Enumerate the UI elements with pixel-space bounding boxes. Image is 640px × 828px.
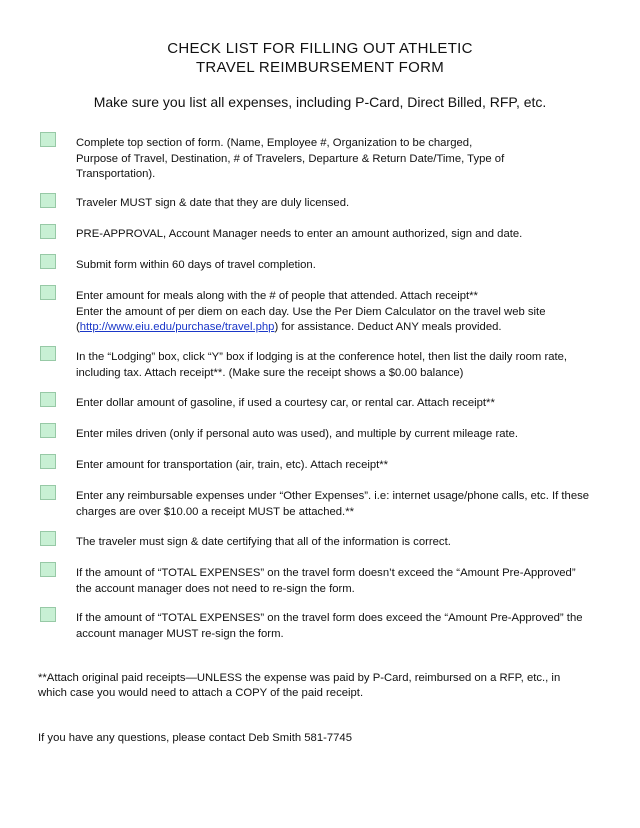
- checkbox-13[interactable]: [40, 607, 56, 622]
- checklist-item-9: [76, 458, 606, 474]
- checklist-item-10: [76, 489, 606, 520]
- document-title-line-2: TRAVEL REIMBURSEMENT FORM: [195, 59, 445, 76]
- checkbox-6[interactable]: [40, 346, 56, 361]
- checklist-item-11: [76, 535, 606, 551]
- checklist-item-5: [76, 289, 606, 336]
- item-line: Enter miles driven (only if personal auto was used), and multiple by current mileage rate.: [76, 428, 519, 440]
- checklist-item-2: [76, 196, 606, 212]
- receipt-note: [38, 671, 598, 701]
- item-line: Enter dollar amount of gasoline, if used a courtesy car, or rental car. Attach receipt**: [76, 397, 495, 409]
- document-title-line-1: CHECK LIST FOR FILLING OUT ATHLETIC: [167, 40, 473, 57]
- item-line: The traveler must sign & date certifying that all of the information is correct.: [76, 536, 451, 548]
- item-line: In the “Lodging” box, click “Y” box if lodging is at the conference hotel, then list the daily room rate,: [76, 351, 568, 363]
- document-subtitle: Make sure you list all expenses, including P-Card, Direct Billed, RFP, etc.: [93, 94, 547, 110]
- item-line: Enter amount for transportation (air, train, etc). Attach receipt**: [76, 459, 389, 471]
- item-line: the account manager does not need to re-sign the form.: [76, 582, 355, 595]
- checkbox-12[interactable]: [40, 562, 56, 577]
- checklist-item-7: [76, 396, 606, 412]
- checklist-item-3: [76, 227, 606, 243]
- item-line: including tax. Attach receipt**. (Make sure the receipt shows a $0.00 balance): [76, 366, 464, 379]
- contact-line: If you have any questions, please contact Deb Smith 581-7745: [38, 732, 353, 744]
- item-line: [76, 320, 606, 336]
- checkbox-11[interactable]: [40, 531, 56, 546]
- item-line: Submit form within 60 days of travel completion.: [76, 259, 316, 271]
- checkbox-4[interactable]: [40, 254, 56, 269]
- checkbox-8[interactable]: [40, 423, 56, 438]
- item-line: Purpose of Travel, Destination, # of Travelers, Departure & Return Date/Time, Type of: [76, 152, 505, 165]
- checklist-item-6: [76, 350, 606, 381]
- item-line: charges are over $10.00 a receipt MUST be attached.**: [76, 505, 354, 518]
- checkbox-9[interactable]: [40, 454, 56, 469]
- item-line: Enter amount for meals along with the # of people that attended. Attach receipt**: [76, 290, 478, 302]
- link-suffix: ) for assistance. Deduct ANY meals provided.: [274, 321, 502, 333]
- item-line: PRE-APPROVAL, Account Manager needs to enter an amount authorized, sign and date.: [76, 228, 523, 240]
- item-line: Enter the amount of per diem on each day. Use the Per Diem Calculator on the travel web site: [76, 305, 546, 318]
- checkbox-10[interactable]: [40, 485, 56, 500]
- note-line: which case you would need to attach a COPY of the paid receipt.: [38, 687, 364, 699]
- link-prefix: (: [76, 321, 80, 333]
- checklist-item-4: [76, 258, 606, 274]
- item-line: If the amount of “TOTAL EXPENSES” on the travel form doesn’t exceed the “Amount Pre-Approved”: [76, 567, 576, 579]
- item-line: Traveler MUST sign & date that they are duly licensed.: [76, 197, 350, 209]
- checklist-item-8: [76, 427, 606, 443]
- checklist-item-1: [76, 136, 606, 183]
- checkbox-2[interactable]: [40, 193, 56, 208]
- item-line: Complete top section of form. (Name, Employee #, Organization to be charged,: [76, 137, 473, 149]
- checkbox-3[interactable]: [40, 224, 56, 239]
- checkbox-7[interactable]: [40, 392, 56, 407]
- checkbox-1[interactable]: [40, 132, 56, 147]
- note-line: **Attach original paid receipts—UNLESS the expense was paid by P-Card, reimbursed on a RFP, etc., in: [38, 672, 561, 684]
- item-line: Enter any reimbursable expenses under “Other Expenses”. i.e: internet usage/phone calls, etc. If these: [76, 490, 590, 502]
- item-line: Transportation).: [76, 168, 156, 180]
- travel-website-link[interactable]: http://www.eiu.edu/purchase/travel.php: [79, 321, 275, 333]
- checklist-item-13: [76, 611, 606, 642]
- checklist-item-12: [76, 566, 606, 597]
- checkbox-5[interactable]: [40, 285, 56, 300]
- item-line: account manager MUST re-sign the form.: [76, 627, 284, 640]
- item-line: If the amount of “TOTAL EXPENSES” on the travel form does exceed the “Amount Pre-Approved” the: [76, 612, 583, 624]
